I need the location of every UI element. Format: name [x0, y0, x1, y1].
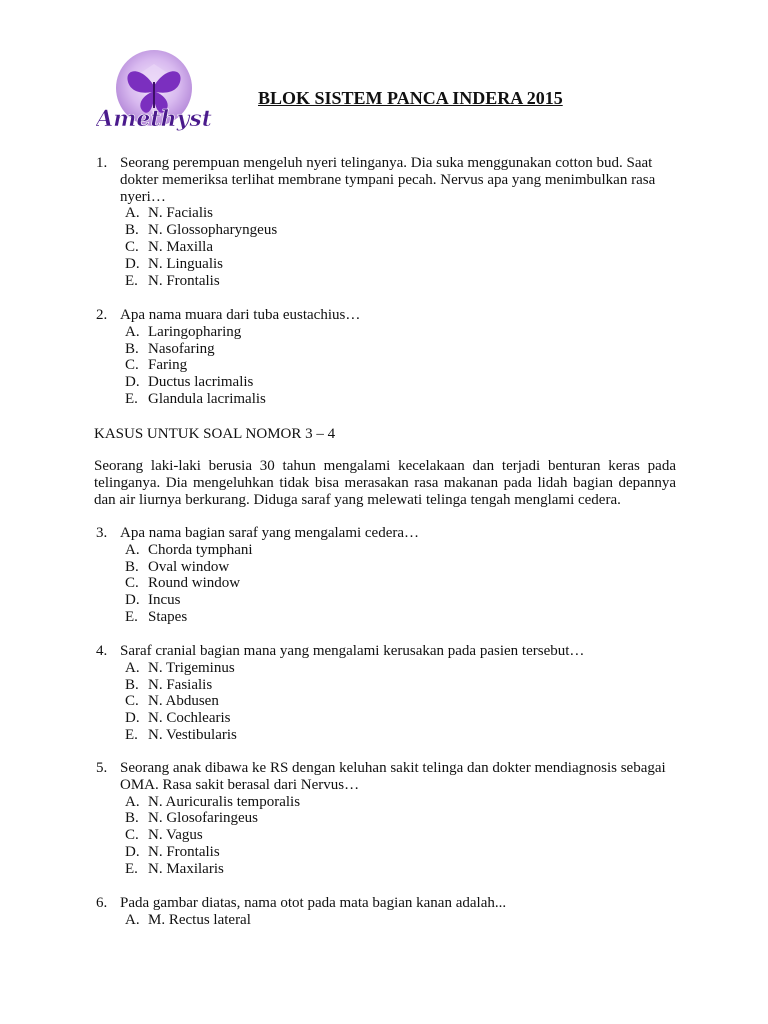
option-item: E. N. Vestibularis [125, 726, 237, 743]
question-text: Seorang perempuan mengeluh nyeri telinganya. Dia suka menggunakan cotton bud. Saat dokter memeriksa terlihat membrane tympani pecah. Nervus apa yang menimbulkan rasa nyeri… [120, 155, 656, 205]
option-item: C. N. Vagus [125, 827, 203, 844]
question-text: Saraf cranial bagian mana yang mengalami kerusakan pada pasien tersebut… [120, 643, 585, 659]
question-2 [96, 307, 676, 408]
question-5 [96, 760, 676, 878]
option-item: A. N. Trigeminus [125, 659, 235, 676]
question-3 [96, 525, 676, 626]
option-item: E. Glandula lacrimalis [125, 390, 266, 407]
question-text: Seorang anak dibawa ke RS dengan keluhan sakit telinga dan dokter mendiagnosis sebagai OMA. Rasa sakit berasal dari Nervus… [120, 760, 666, 793]
question-number: 4. [96, 643, 108, 659]
option-item: A. Chorda tymphani [125, 541, 253, 558]
question-number: 6. [96, 895, 108, 911]
option-item: B. Oval window [125, 558, 230, 575]
question-6 [96, 895, 676, 929]
option-item: B. N. Glossopharyngeus [125, 222, 278, 239]
question-number: 2. [96, 307, 108, 323]
option-item: A. N. Facialis [125, 205, 213, 222]
option-item: C. N. Maxilla [125, 238, 213, 255]
logo-wordmark: Amethyst [96, 106, 212, 132]
option-item: B. Nasofaring [125, 340, 215, 357]
option-item: D. Ductus lacrimalis [125, 374, 254, 391]
question-4 [96, 643, 676, 744]
amethyst-logo [96, 46, 212, 138]
option-item: E. N. Maxilaris [125, 860, 224, 877]
option-item: E. Stapes [125, 608, 188, 625]
question-text: Pada gambar diatas, nama otot pada mata bagian kanan adalah... [120, 895, 507, 911]
option-item: A. M. Rectus lateral [125, 911, 251, 928]
page-title: BLOK SISTEM PANCA INDERA 2015 [258, 88, 563, 108]
option-item: A. N. Auricuralis temporalis [125, 793, 301, 810]
option-item: D. N. Frontalis [125, 843, 220, 860]
option-item: D. N. Lingualis [125, 255, 223, 272]
option-item: C. N. Abdusen [125, 693, 219, 710]
option-item: A. Laringopharing [125, 323, 242, 340]
case-text: Seorang laki-laki berusia 30 tahun mengalami kecelakaan dan terjadi benturan keras pada telinganya. Dia mengeluhkan tidak bisa merasakan rasa makanan pada lidah bagian depannya dan air liurnya berkurang. Diduga saraf yang melewati telinga tengah menglami cedera. [94, 458, 676, 508]
option-item: D. N. Cochlearis [125, 710, 231, 727]
option-item: C. Round window [125, 575, 241, 592]
option-item: B. N. Fasialis [125, 676, 213, 693]
question-1 [96, 155, 676, 289]
option-item: E. N. Frontalis [125, 272, 220, 289]
case-heading: KASUS UNTUK SOAL NOMOR 3 – 4 [94, 426, 336, 442]
option-item: B. N. Glosofaringeus [125, 810, 258, 827]
question-number: 1. [96, 155, 108, 171]
option-item: D. Incus [125, 592, 181, 609]
option-item: C. Faring [125, 357, 188, 374]
question-number: 3. [96, 525, 108, 541]
question-text: Apa nama bagian saraf yang mengalami cedera… [120, 525, 420, 541]
question-number: 5. [96, 760, 108, 776]
question-text: Apa nama muara dari tuba eustachius… [120, 307, 361, 323]
